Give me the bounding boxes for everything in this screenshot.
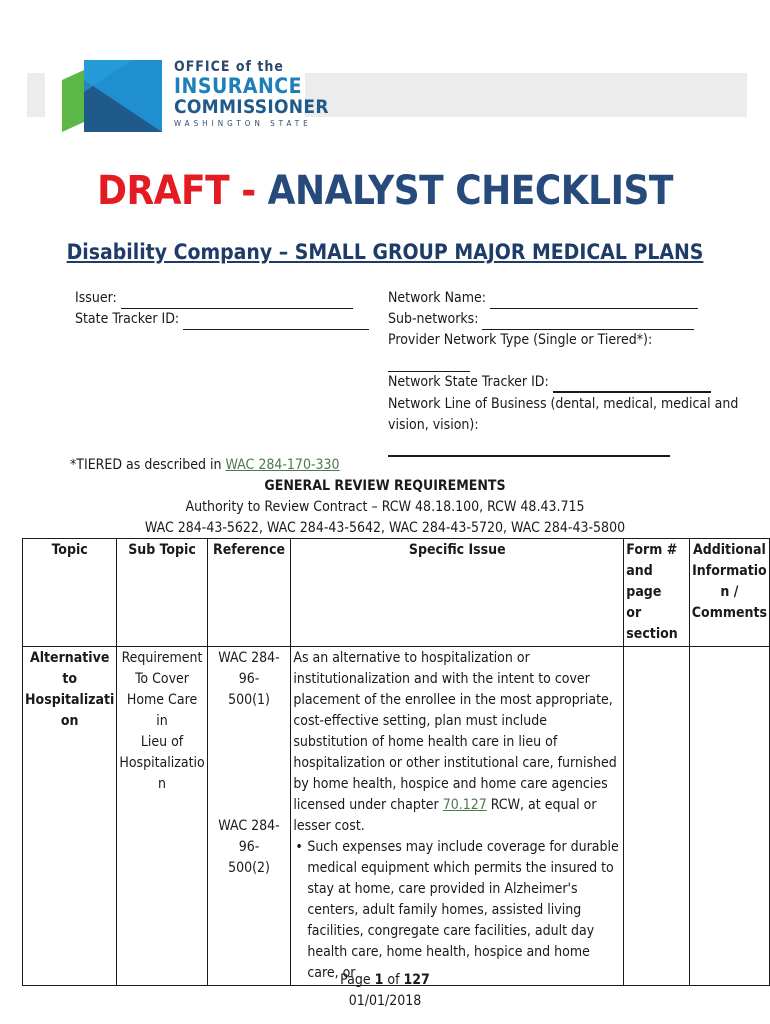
network-name-field [388,288,698,309]
header-band-left [27,73,45,117]
oic-logo-mark-icon [62,60,172,132]
issue-text-a: As an alternative to hospitalization or institutionalization and with the intent to cover placement of the enrollee in the most appropriate, cost-effective setting, plan must include substitution of home health care in lieu of hospitalization or other institutional care, furnished by home health, hospice and home care agencies licensed under chapter [293,650,617,813]
row-topic-line3: Hospitalizati [25,692,115,708]
row-topic-line4: on [60,713,79,729]
oic-logo [62,59,329,132]
provider-type-line-row [388,351,470,372]
state-tracker-label: State Tracker ID: [75,311,180,327]
issue-paragraph [293,648,621,837]
col-additional-line3: n / [720,584,739,600]
issue-text-b: RCW, at equal or lesser cost. [293,797,597,834]
network-name-label: Network Name: [388,290,486,306]
row-ref2-line1: WAC 284-96- [218,818,280,855]
tiered-note [70,455,340,476]
col-additional-line1: Additional [692,542,766,558]
general-review-heading: GENERAL REVIEW REQUIREMENTS [264,478,506,494]
logo-wordmark [174,60,329,128]
page-current: 1 [374,972,384,988]
checklist-table [22,538,770,986]
rcw-link[interactable]: 70.127 [442,797,487,813]
col-reference [207,539,291,647]
col-form [624,539,689,647]
page-total: 127 [403,972,430,988]
provider-type-field [388,330,652,351]
row-topic-line1: Alternative [29,650,110,666]
page-subtitle: Disability Company – SMALL GROUP MAJOR MEDICAL PLANS [66,240,704,264]
issuer-line[interactable] [121,293,353,309]
line-of-business-line-row [388,436,670,457]
page-prefix: Page [340,972,375,988]
row-additional-cell[interactable] [689,647,769,986]
col-additional-line2: Informatio [692,563,767,579]
col-sub-topic-label: Sub Topic [128,542,196,558]
header-band-right [305,73,747,117]
page-number [0,970,770,991]
state-tracker-field [75,309,369,330]
col-specific-issue [291,539,624,647]
tiered-note-link[interactable]: WAC 284-170-330 [225,457,340,473]
row-sub-line4: Lieu of [140,734,184,750]
table-header-row [23,539,770,647]
provider-type-line[interactable] [388,356,470,372]
col-form-line1: Form # [626,542,678,558]
col-additional [689,539,769,647]
table-row [23,647,770,986]
issue-bullet-list [293,837,621,984]
row-sub-line1: Requirement [121,650,203,666]
sub-networks-field [388,309,694,330]
state-tracker-line[interactable] [183,314,369,330]
col-reference-label: Reference [213,542,286,558]
page-of: of [383,972,404,988]
sub-networks-line[interactable] [482,314,694,330]
logo-line-commissioner: COMMISSIONER [174,96,329,118]
row-specific-issue [291,647,624,986]
page-title [0,168,770,214]
title-draft: DRAFT - [97,168,256,214]
network-tracker-field [388,372,711,393]
provider-type-label: Provider Network Type (Single or Tiered*): [388,332,653,348]
line-of-business-field [388,394,738,415]
logo-line-office: OFFICE of the [174,59,284,75]
row-ref2-line2: 500(2) [228,860,270,876]
col-form-line3: or section [626,605,678,642]
row-topic-line2: to [62,671,78,687]
authority-line: Authority to Review Contract – RCW 48.18.100, RCW 48.43.715 [185,499,585,515]
row-sub-line6: n [158,776,167,792]
line-of-business-field-2 [388,415,479,436]
line-of-business-label-2: vision, vision): [388,417,479,433]
network-tracker-label: Network State Tracker ID: [388,374,549,390]
network-tracker-line[interactable] [553,376,711,393]
wac-line: WAC 284-43-5622, WAC 284-43-5642, WAC 284-43-5720, WAC 284-43-5800 [144,520,626,536]
title-rest: ANALYST CHECKLIST [255,168,673,214]
row-sub-line2: To Cover [135,671,189,687]
issuer-label: Issuer: [75,290,117,306]
row-sub-line3: Home Care in [126,692,198,729]
col-topic [23,539,117,647]
tiered-note-text: *TIERED as described in [70,457,226,473]
network-name-line[interactable] [490,293,698,309]
row-sub-topic [117,647,207,986]
footer-date: 01/01/2018 [348,993,422,1009]
row-topic [23,647,117,986]
list-item: • Such expenses may include coverage for durable medical equipment which permits the insured to stay at home, care provided in Alzheimer's centers, adult family homes, assisted living facilities, congregate care facilities, adult day health care, home health, hospice and home care, or [307,837,621,984]
col-specific-issue-label: Specific Issue [408,542,506,558]
issuer-field [75,288,353,309]
col-form-line2: and page [626,563,662,600]
sub-networks-label: Sub-networks: [388,311,479,327]
line-of-business-label-1: Network Line of Business (dental, medical, medical and [388,396,739,412]
row-reference [207,647,291,986]
line-of-business-line[interactable] [388,440,670,457]
logo-line-state: WASHINGTON STATE [174,119,312,128]
row-sub-line5: Hospitalizatio [119,755,205,771]
row-ref1-line2: 500(1) [228,692,270,708]
logo-line-insurance: INSURANCE [174,74,303,98]
col-topic-label: Topic [51,542,88,558]
row-ref1-line1: WAC 284-96- [218,650,280,687]
col-additional-line4: Comments [691,605,767,621]
col-sub-topic [117,539,207,647]
row-form-cell[interactable] [624,647,689,986]
